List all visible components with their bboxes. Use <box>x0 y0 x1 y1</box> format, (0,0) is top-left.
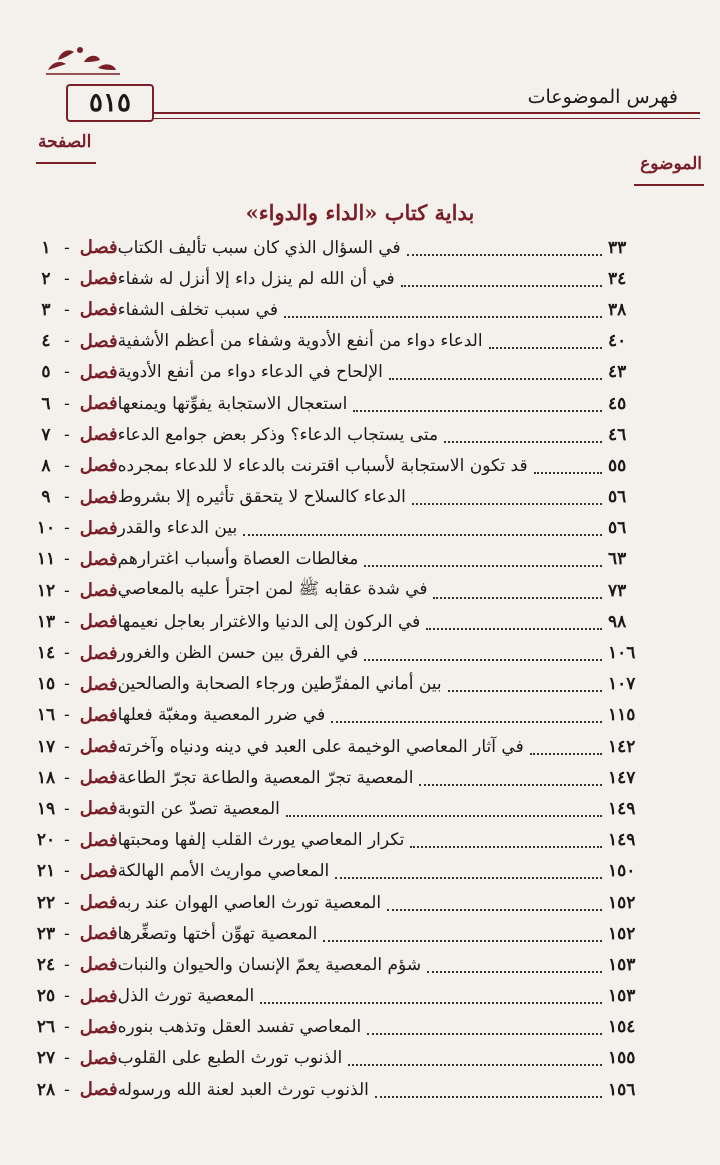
entry-keyword: فصل <box>79 1016 118 1038</box>
entry-dash: - <box>64 487 70 508</box>
entry-dash: - <box>64 549 70 570</box>
entry-title: المعصية تورث الذل <box>117 986 255 1007</box>
entry-dash: - <box>64 268 70 289</box>
entry-keyword: فصل <box>79 424 118 446</box>
entry-title: مغالطات العصاة وأسباب اغترارهم <box>117 549 359 570</box>
section-title: بداية كتاب «الداء والدواء» <box>245 200 475 225</box>
entry-title: في شدة عقابه ﷺ لمن اجترأ عليه بالمعاصي <box>117 579 428 600</box>
dot-leader <box>530 739 602 755</box>
toc-entry <box>32 731 660 762</box>
entry-dash: - <box>64 892 70 913</box>
entry-title: المعاصي تفسد العقل وتذهب بنوره <box>117 1017 362 1038</box>
topic-column-label: الموضوع <box>640 154 702 174</box>
entry-keyword: فصل <box>79 736 118 758</box>
toc-entry <box>32 482 660 513</box>
dot-leader <box>387 895 602 911</box>
dot-leader <box>335 863 602 879</box>
entry-page: ٩٨ <box>608 611 627 632</box>
entry-number: ١٣ <box>36 611 56 632</box>
entry-page: ٦٣ <box>608 549 627 570</box>
entry-keyword: فصل <box>79 985 118 1007</box>
entry-keyword: فصل <box>79 923 118 945</box>
dot-leader <box>426 614 602 630</box>
entry-title: في آثار المعاصي الوخيمة على العبد في دينه ودنياه وآخرته <box>117 736 524 757</box>
dot-leader <box>331 707 602 723</box>
entry-dash: - <box>64 299 70 320</box>
entry-dash: - <box>64 674 70 695</box>
page-column-underline <box>36 162 96 164</box>
entry-number: ٦ <box>41 393 51 414</box>
toc-entry <box>32 1012 660 1043</box>
entry-keyword: فصل <box>79 704 118 726</box>
dot-leader <box>419 770 602 786</box>
entry-keyword: فصل <box>79 673 118 695</box>
entry-dash: - <box>64 986 70 1007</box>
entry-number: ٨ <box>41 455 51 476</box>
toc-entry <box>32 263 660 294</box>
entry-number: ٩ <box>41 487 51 508</box>
entry-page: ١٥٥ <box>608 1048 636 1069</box>
toc-entry <box>32 544 660 575</box>
entry-title: قد تكون الاستجابة لأسباب اقترنت بالدعاء لا للدعاء بمجرده <box>117 455 528 476</box>
entry-number: ١٦ <box>36 705 56 726</box>
entry-title: شؤم المعصية يعمّ الإنسان والحيوان والنبات <box>117 954 422 975</box>
entry-page: ٥٦ <box>608 518 627 539</box>
dot-leader <box>367 1019 602 1035</box>
entry-number: ٢٧ <box>36 1048 56 1069</box>
toc-entry <box>32 637 660 668</box>
entry-number: ٢٦ <box>36 1017 56 1038</box>
entry-page: ١٥٣ <box>608 954 636 975</box>
entry-number: ٢٠ <box>36 830 56 851</box>
entry-dash: - <box>64 362 70 383</box>
dot-leader <box>389 364 602 380</box>
toc-entry <box>32 669 660 700</box>
entry-page: ٥٥ <box>608 455 627 476</box>
toc-entry <box>32 513 660 544</box>
entry-title: الدعاء دواء من أنفع الأدوية وشفاء من أعظم الأشفية <box>117 331 483 352</box>
entry-number: ١٧ <box>36 736 56 757</box>
entry-dash: - <box>64 861 70 882</box>
entry-keyword: فصل <box>79 330 118 352</box>
dot-leader <box>260 988 602 1004</box>
entry-dash: - <box>64 643 70 664</box>
entry-title: تكرار المعاصي يورث القلب إلفها ومحبتها <box>117 830 405 851</box>
entry-keyword: فصل <box>79 580 118 602</box>
dot-leader <box>407 240 602 256</box>
toc-entry <box>32 1043 660 1074</box>
dot-leader <box>364 645 602 661</box>
toc-entry <box>32 762 660 793</box>
entry-page: ١٠٦ <box>608 643 636 664</box>
entry-page: ١٥٢ <box>608 892 636 913</box>
entry-dash: - <box>64 1079 70 1100</box>
entry-title: الذنوب تورث العبد لعنة الله ورسوله <box>117 1079 369 1100</box>
entry-dash: - <box>64 767 70 788</box>
entry-title: المعصية تصدّ عن التوبة <box>117 798 280 819</box>
toc-entry <box>32 793 660 824</box>
dot-leader <box>410 832 602 848</box>
entry-number: ١ <box>41 237 51 258</box>
entry-dash: - <box>64 954 70 975</box>
entry-dash: - <box>64 736 70 757</box>
toc-entry <box>32 700 660 731</box>
toc-entry <box>32 1074 660 1105</box>
entry-page: ١٤٩ <box>608 830 636 851</box>
header-title: فهرس الموضوعات <box>527 86 678 108</box>
header-rule <box>154 112 700 114</box>
entry-page: ٤٦ <box>608 424 627 445</box>
dot-leader <box>534 458 602 474</box>
entry-page: ١٤٩ <box>608 798 636 819</box>
toc-entry <box>32 575 660 606</box>
entry-number: ١٢ <box>36 580 56 601</box>
entry-dash: - <box>64 518 70 539</box>
entry-keyword: فصل <box>79 548 118 570</box>
entry-keyword: فصل <box>79 954 118 976</box>
toc-list <box>32 232 660 1105</box>
dot-leader <box>401 271 602 287</box>
floral-ornament-icon <box>38 40 128 80</box>
entry-dash: - <box>64 424 70 445</box>
entry-page: ١٥٤ <box>608 1017 636 1038</box>
entry-page: ٤٠ <box>608 331 627 352</box>
dot-leader <box>364 551 602 567</box>
entry-dash: - <box>64 393 70 414</box>
entry-title: المعصية تهوِّن أختها وتصغِّرها <box>117 923 318 944</box>
entry-dash: - <box>64 580 70 601</box>
dot-leader <box>375 1082 602 1098</box>
entry-keyword: فصل <box>79 455 118 477</box>
toc-entry <box>32 856 660 887</box>
entry-number: ٢٤ <box>36 954 56 975</box>
entry-keyword: فصل <box>79 767 118 789</box>
header-rule-thin <box>154 118 700 119</box>
entry-number: ٢١ <box>36 861 56 882</box>
entry-dash: - <box>64 611 70 632</box>
page-number-box <box>66 84 154 122</box>
entry-number: ١٩ <box>36 798 56 819</box>
entry-dash: - <box>64 237 70 258</box>
entry-keyword: فصل <box>79 393 118 415</box>
entry-page: ١١٥ <box>608 705 636 726</box>
dot-leader <box>433 583 602 599</box>
entry-keyword: فصل <box>79 1079 118 1101</box>
dot-leader <box>284 302 602 318</box>
entry-page: ٥٦ <box>608 487 627 508</box>
toc-entry <box>32 887 660 918</box>
dot-leader <box>412 489 602 505</box>
entry-page: ١٤٧ <box>608 767 636 788</box>
entry-dash: - <box>64 1048 70 1069</box>
entry-keyword: فصل <box>79 611 118 633</box>
entry-title: في الفرق بين حسن الظن والغرور <box>117 643 359 664</box>
page-column-label: الصفحة <box>38 132 92 152</box>
entry-number: ١٠ <box>36 518 56 539</box>
entry-title: استعجال الاستجابة يفوِّتها ويمنعها <box>117 393 348 414</box>
entry-number: ١٨ <box>36 767 56 788</box>
entry-dash: - <box>64 331 70 352</box>
entry-page: ٣٤ <box>608 268 627 289</box>
entry-page: ١٥٣ <box>608 986 636 1007</box>
entry-title: في سبب تخلف الشفاء <box>117 299 278 320</box>
entry-page: ٣٨ <box>608 299 627 320</box>
entry-dash: - <box>64 705 70 726</box>
entry-keyword: فصل <box>79 517 118 539</box>
dot-leader <box>243 520 602 536</box>
toc-entry <box>32 419 660 450</box>
toc-entry <box>32 918 660 949</box>
entry-dash: - <box>64 1017 70 1038</box>
entry-number: ٢٥ <box>36 986 56 1007</box>
entry-keyword: فصل <box>79 237 118 259</box>
entry-title: في السؤال الذي كان سبب تأليف الكتاب <box>117 237 401 258</box>
dot-leader <box>427 957 602 973</box>
toc-entry <box>32 949 660 980</box>
toc-entry <box>32 294 660 325</box>
entry-number: ٥ <box>41 362 51 383</box>
entry-keyword: فصل <box>79 486 118 508</box>
entry-page: ١٠٧ <box>608 674 636 695</box>
entry-keyword: فصل <box>79 1047 118 1069</box>
entry-keyword: فصل <box>79 892 118 914</box>
entry-keyword: فصل <box>79 829 118 851</box>
entry-title: المعاصي مواريث الأمم الهالكة <box>117 861 330 882</box>
entry-title: في ضرر المعصية ومغبّة فعلها <box>117 705 326 726</box>
entry-dash: - <box>64 830 70 851</box>
toc-entry <box>32 326 660 357</box>
entry-dash: - <box>64 455 70 476</box>
entry-title: الذنوب تورث الطبع على القلوب <box>117 1048 343 1069</box>
entry-page: ١٥٠ <box>608 861 636 882</box>
toc-entry <box>32 981 660 1012</box>
entry-title: الإلحاح في الدعاء دواء من أنفع الأدوية <box>117 362 383 383</box>
toc-entry <box>32 825 660 856</box>
entry-number: ٢ <box>41 268 51 289</box>
entry-title: في الركون إلى الدنيا والاغترار بعاجل نعيمها <box>117 611 421 632</box>
entry-keyword: فصل <box>79 299 118 321</box>
topic-column-underline <box>634 184 704 186</box>
entry-page: ٧٣ <box>608 580 627 601</box>
toc-entry <box>32 606 660 637</box>
entry-page: ١٥٦ <box>608 1079 636 1100</box>
entry-title: المعصية تجرّ المعصية والطاعة تجرّ الطاعة <box>117 767 414 788</box>
entry-keyword: فصل <box>79 361 118 383</box>
entry-number: ١٥ <box>36 674 56 695</box>
dot-leader <box>448 676 602 692</box>
dot-leader <box>444 427 602 443</box>
dot-leader <box>489 333 602 349</box>
entry-number: ٤ <box>41 331 51 352</box>
entry-dash: - <box>64 798 70 819</box>
entry-keyword: فصل <box>79 860 118 882</box>
entry-number: ٢٢ <box>36 892 56 913</box>
dot-leader <box>348 1050 602 1066</box>
entry-number: ٢٨ <box>36 1079 56 1100</box>
entry-dash: - <box>64 923 70 944</box>
entry-keyword: فصل <box>79 268 118 290</box>
entry-page: ٤٥ <box>608 393 627 414</box>
entry-keyword: فصل <box>79 798 118 820</box>
entry-number: ٧ <box>41 424 51 445</box>
toc-entry <box>32 232 660 263</box>
entry-title: بين الدعاء والقدر <box>117 518 238 539</box>
entry-title: الدعاء كالسلاح لا يتحقق تأثيره إلا بشروط <box>117 487 406 508</box>
page-number: ٥١٥ <box>89 88 131 118</box>
entry-number: ٢٣ <box>36 923 56 944</box>
toc-entry <box>32 388 660 419</box>
entry-title: متى يستجاب الدعاء؟ وذكر بعض جوامع الدعاء <box>117 424 439 445</box>
entry-page: ١٤٢ <box>608 736 636 757</box>
entry-number: ١٤ <box>36 643 56 664</box>
dot-leader <box>323 926 602 942</box>
toc-entry <box>32 450 660 481</box>
entry-title: بين أماني المفرِّطين ورجاء الصحابة والصالحين <box>117 674 442 695</box>
entry-number: ٣ <box>41 299 51 320</box>
entry-page: ١٥٢ <box>608 923 636 944</box>
dot-leader <box>286 801 602 817</box>
entry-title: المعصية تورث العاصي الهوان عند ربه <box>117 892 382 913</box>
entry-page: ٤٣ <box>608 362 627 383</box>
toc-entry <box>32 357 660 388</box>
entry-page: ٣٣ <box>608 237 627 258</box>
page-header <box>30 40 700 120</box>
entry-number: ١١ <box>36 549 56 570</box>
dot-leader <box>353 396 602 412</box>
entry-keyword: فصل <box>79 642 118 664</box>
entry-title: في أن الله لم ينزل داء إلا أنزل له شفاء <box>117 268 395 289</box>
